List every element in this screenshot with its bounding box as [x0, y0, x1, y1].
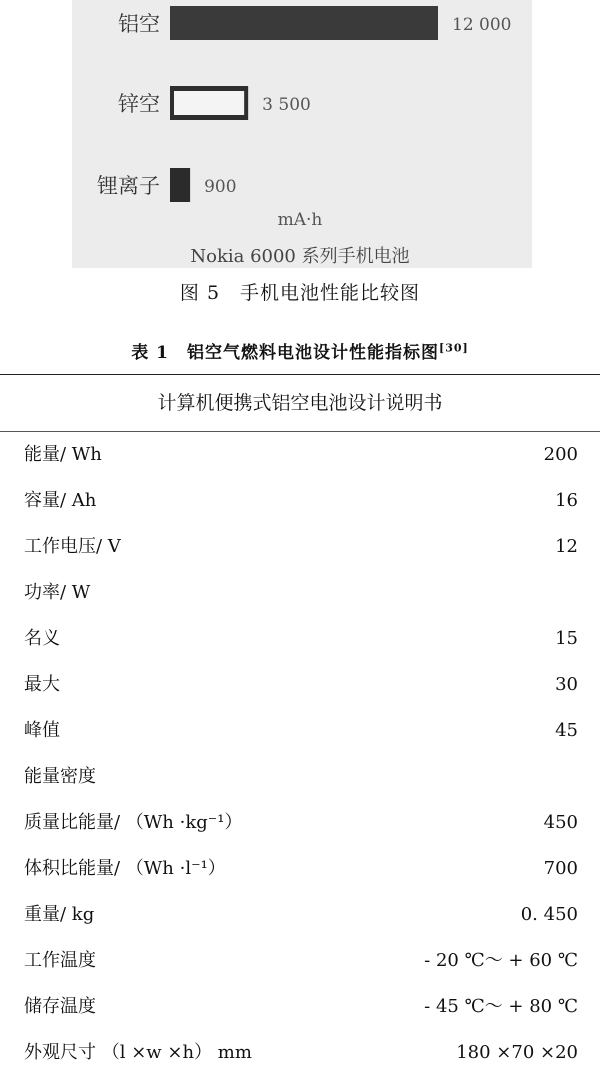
table-row: [0, 524, 600, 570]
table-row: [0, 1030, 600, 1076]
table-caption-text: 表 1 铝空气燃料电池设计性能指标图: [131, 343, 440, 363]
value-label: 900: [204, 177, 237, 197]
row-label: 能量密度: [24, 766, 96, 787]
table-row: [0, 478, 600, 524]
row-value: 180 ×70 ×20: [456, 1042, 578, 1063]
table-row: [0, 708, 600, 754]
row-label: 能量/ Wh: [24, 444, 102, 465]
table-row: [0, 662, 600, 708]
value-label: 3 500: [262, 95, 311, 115]
battery-bar-chart: [72, 0, 532, 268]
row-label: 体积比能量/ （Wh ·l⁻¹）: [24, 858, 226, 879]
row-label: 功率/ W: [24, 582, 91, 603]
table-row: [0, 570, 600, 616]
bar-2: [170, 168, 190, 202]
row-value: 700: [543, 858, 578, 879]
table-row: [0, 892, 600, 938]
row-label: 质量比能量/ （Wh ·kg⁻¹）: [24, 812, 243, 833]
row-label: 工作电压/ V: [24, 536, 121, 557]
table-caption-ref: [30]: [439, 341, 469, 355]
row-value: 30: [555, 674, 578, 695]
table-caption: [0, 338, 600, 363]
row-value: 200: [543, 444, 578, 465]
figure-caption: 图 5 手机电池性能比较图: [179, 282, 421, 304]
spec-table: [0, 374, 600, 1076]
row-label: 储存温度: [24, 996, 96, 1017]
row-label: 重量/ kg: [24, 904, 95, 925]
table-row: [0, 616, 600, 662]
row-label: 名义: [24, 628, 60, 649]
bar-0: [170, 6, 438, 40]
row-value: 45: [555, 720, 578, 741]
row-label: 峰值: [24, 720, 60, 741]
table-row: [0, 800, 600, 846]
table-body: [0, 432, 600, 1076]
bar-inner-highlight: [174, 91, 244, 115]
battery-comparison-figure: [72, 0, 532, 268]
unit-label: mA·h: [277, 210, 323, 230]
row-value: 0. 450: [520, 904, 578, 925]
category-label: 锂离子: [97, 174, 160, 198]
row-value: 12: [555, 536, 578, 557]
row-label: 外观尺寸 （l ×w ×h） mm: [24, 1042, 252, 1063]
row-label: 容量/ Ah: [24, 490, 97, 511]
row-label: 工作温度: [24, 950, 96, 971]
row-label: 最大: [24, 674, 60, 695]
row-value: - 45 ℃～ + 80 ℃: [424, 996, 578, 1017]
category-label: 锌空: [118, 92, 160, 116]
category-label: 铝空: [118, 12, 160, 36]
table-row: [0, 432, 600, 478]
table-row: [0, 938, 600, 984]
table-row: [0, 754, 600, 800]
row-value: - 20 ℃～ + 60 ℃: [424, 950, 578, 971]
value-label: 12 000: [452, 15, 512, 35]
table-row: [0, 846, 600, 892]
row-value: 15: [555, 628, 578, 649]
table-row: [0, 984, 600, 1030]
row-value: 16: [555, 490, 578, 511]
chart-title: Nokia 6000 系列手机电池: [190, 246, 410, 267]
row-value: 450: [543, 812, 578, 833]
table-header: 计算机便携式铝空电池设计说明书: [157, 392, 443, 414]
